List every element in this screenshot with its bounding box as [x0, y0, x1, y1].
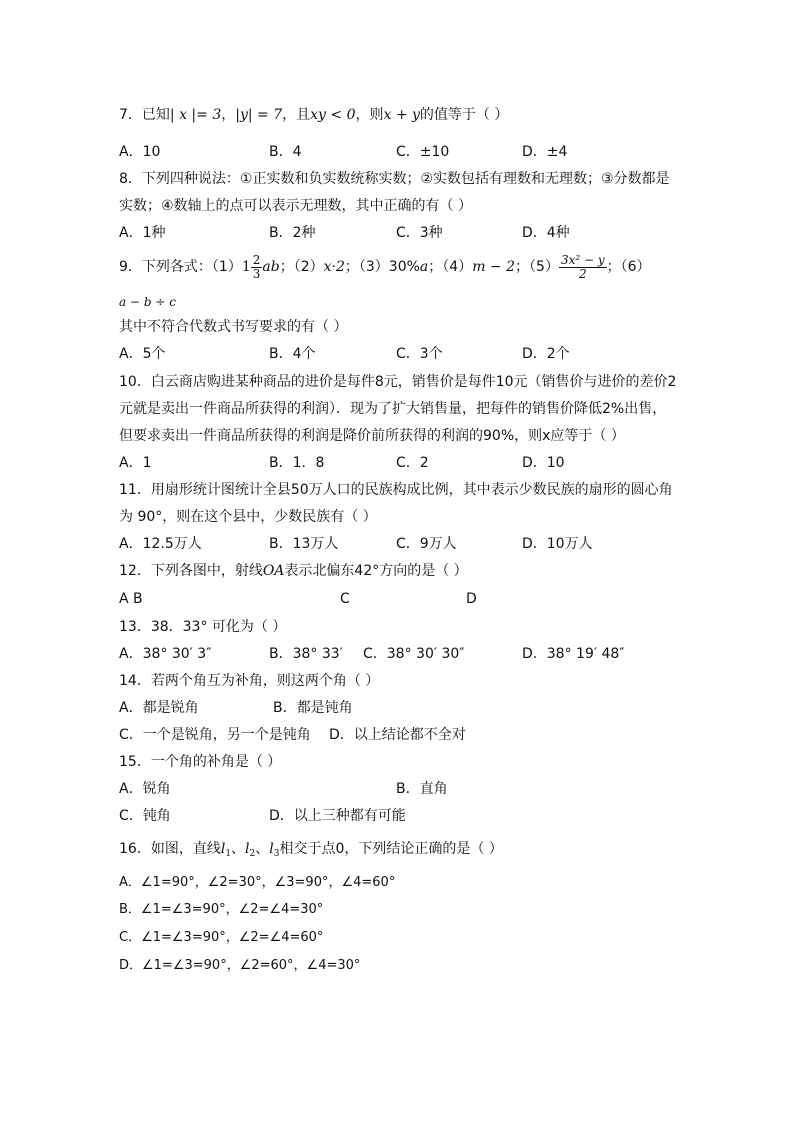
q10-option-c: C．2 — [396, 455, 429, 471]
q15-option-a: A．锐角 — [119, 781, 171, 797]
q11-option-a: A．12.5万人 — [119, 536, 202, 552]
q9-sep-3: ；（4） — [428, 259, 473, 275]
question-12 — [119, 562, 468, 580]
question-8-line-2: 实数；④数轴上的点可以表示无理数，其中正确的有（ ） — [119, 198, 472, 214]
q9-sep-1: ；（2） — [279, 259, 324, 275]
q16-option-b: B．∠1=∠3=90°，∠2=∠4=30° — [119, 902, 324, 917]
q7-text-1: 7．已知 — [119, 107, 170, 123]
question-16 — [119, 840, 503, 863]
q9-expr3: a — [419, 259, 429, 275]
q12-text-1: 12．下列各图中，射线 — [119, 563, 263, 579]
question-10-line-3: 但要求卖出一件商品所获得的利润是降价前所获得的利润的90%，则x应等于（ ） — [119, 428, 625, 444]
q9-option-a: A．5个 — [119, 346, 166, 362]
q8-option-a: A．1种 — [119, 225, 166, 241]
question-7 — [119, 106, 508, 124]
q7-option-a: A．10 — [119, 144, 161, 160]
q9-expr5-den: 2 — [578, 266, 587, 281]
q13-option-c: C．38° 30′ 30″ — [363, 646, 465, 662]
q16-comma-2: 、 — [255, 841, 270, 857]
q15-option-d: D．以上三种都有可能 — [269, 808, 406, 824]
q7-text-5: 的值等于（ ） — [419, 107, 509, 123]
question-8-line-1: 8．下列四种说法：①正实数和负实数统称实数；②实数包括有理数和无理数；③分数都是 — [119, 171, 670, 187]
q9-sep-5: ；（6） — [606, 259, 651, 275]
q12-option-ab: A B — [119, 591, 143, 607]
q12-math-oa: OA — [262, 563, 285, 579]
q9-expr1-den: 3 — [252, 266, 261, 281]
q9-lead: 9．下列各式：（1） — [119, 259, 242, 275]
q7-option-d: D．±4 — [522, 144, 568, 160]
q9-option-b: B．4个 — [269, 346, 316, 362]
q10-option-a: A．1 — [119, 455, 152, 471]
q16-comma-1: 、 — [231, 841, 246, 857]
question-11-line-1: 11．用扇形统计图统计全县50万人口的民族构成比例，其中表示少数民族的扇形的圆心角 — [119, 482, 673, 498]
q7-text-3: ，且 — [282, 107, 311, 123]
q16-option-a: A．∠1=90°，∠2=30°，∠3=90°，∠4=60° — [119, 875, 396, 890]
q9-expr1-tail: ab — [262, 259, 280, 275]
q16-line-l2: l — [245, 841, 250, 857]
question-9-line-1 — [119, 252, 651, 282]
q12-option-c: C — [340, 591, 350, 607]
q15-option-c: C．钝角 — [119, 808, 171, 824]
q10-option-b: B．1．8 — [269, 455, 325, 471]
q9-option-d: D．2个 — [522, 346, 570, 362]
q11-option-b: B．13万人 — [269, 536, 339, 552]
q9-sep-2: ；（3）30% — [344, 259, 420, 275]
q7-text-4: ，则 — [355, 107, 384, 123]
q11-option-c: C．9万人 — [396, 536, 457, 552]
q14-option-a: A．都是锐角 — [119, 700, 199, 716]
q13-option-d: D．38° 19′ 48″ — [522, 646, 625, 662]
question-10-line-1: 10．白云商店购进某种商品的进价是每件8元，销售价是每件10元（销售价与进价的差价2 — [119, 374, 677, 390]
q16-option-c: C．∠1=∠3=90°，∠2=∠4=60° — [119, 930, 324, 945]
q7-math-xy: xy < 0 — [310, 107, 356, 123]
q7-option-b: B．4 — [269, 144, 302, 160]
q8-option-b: B．2种 — [269, 225, 316, 241]
q7-math-abs-y: |y| = 7 — [235, 107, 283, 123]
q9-expr5-fraction — [559, 254, 607, 281]
q14-option-b: B．都是钝角 — [273, 700, 353, 716]
q16-sub-1: 1 — [225, 849, 232, 859]
q16-sub-3: 3 — [273, 849, 280, 859]
q9-expr2: x·2 — [323, 259, 345, 275]
q9-option-c: C．3个 — [396, 346, 443, 362]
question-13: 13．38．33° 可化为（ ） — [119, 619, 287, 635]
q13-option-a: A．38° 30′ 3″ — [119, 646, 212, 662]
q7-math-abs-x: | x |= 3 — [169, 107, 222, 123]
q9-expr1-num: 2 — [252, 252, 261, 267]
q16-line-l3: l — [269, 841, 274, 857]
question-11-line-2: 为 90°，则在这个县中，少数民族有（ ） — [119, 509, 377, 525]
q10-option-d: D．10 — [522, 455, 565, 471]
q7-text-2: ， — [221, 107, 236, 123]
q9-expr4: m − 2 — [472, 259, 516, 275]
q9-expr6: a − b ÷ c — [119, 295, 176, 309]
q12-text-2: 表示北偏东42°方向的是（ ） — [284, 563, 468, 579]
question-14: 14．若两个角互为补角，则这两个角（ ） — [119, 673, 380, 689]
q9-expr1-fraction — [251, 254, 263, 281]
question-10-line-2: 元就是卖出一件商品所获得的利润）．现为了扩大销售量，把每件的销售价降低2%出售， — [119, 401, 667, 417]
q14-option-c: C．一个是锐角，另一个是钝角 — [119, 727, 311, 743]
q9-expr1-whole: 1 — [241, 259, 251, 275]
q9-sep-4: ；（5） — [515, 259, 559, 275]
q16-sub-2: 2 — [249, 849, 256, 859]
q16-option-d: D．∠1=∠3=90°，∠2=60°，∠4=30° — [119, 958, 361, 973]
q8-option-c: C．3种 — [396, 225, 443, 241]
q9-expr5-num: 3x² − y — [560, 252, 605, 267]
q16-text-2: 相交于点0，下列结论正确的是（ ） — [279, 841, 503, 857]
q8-option-d: D．4种 — [522, 225, 570, 241]
question-9-line-3: 其中不符合代数式书写要求的有（ ） — [119, 319, 348, 335]
q16-line-l1: l — [220, 841, 226, 857]
q7-option-c: C．±10 — [396, 144, 450, 160]
q7-math-sum: x + y — [383, 107, 420, 123]
q11-option-d: D．10万人 — [522, 536, 593, 552]
q13-option-b: B．38° 33′ — [269, 646, 343, 662]
q14-option-d: D．以上结论都不全对 — [329, 727, 466, 743]
q12-option-d: D — [466, 591, 477, 607]
q16-text-1: 16．如图，直线 — [119, 841, 221, 857]
q15-option-b: B．直角 — [396, 781, 448, 797]
question-15: 15．一个角的补角是（ ） — [119, 754, 282, 770]
